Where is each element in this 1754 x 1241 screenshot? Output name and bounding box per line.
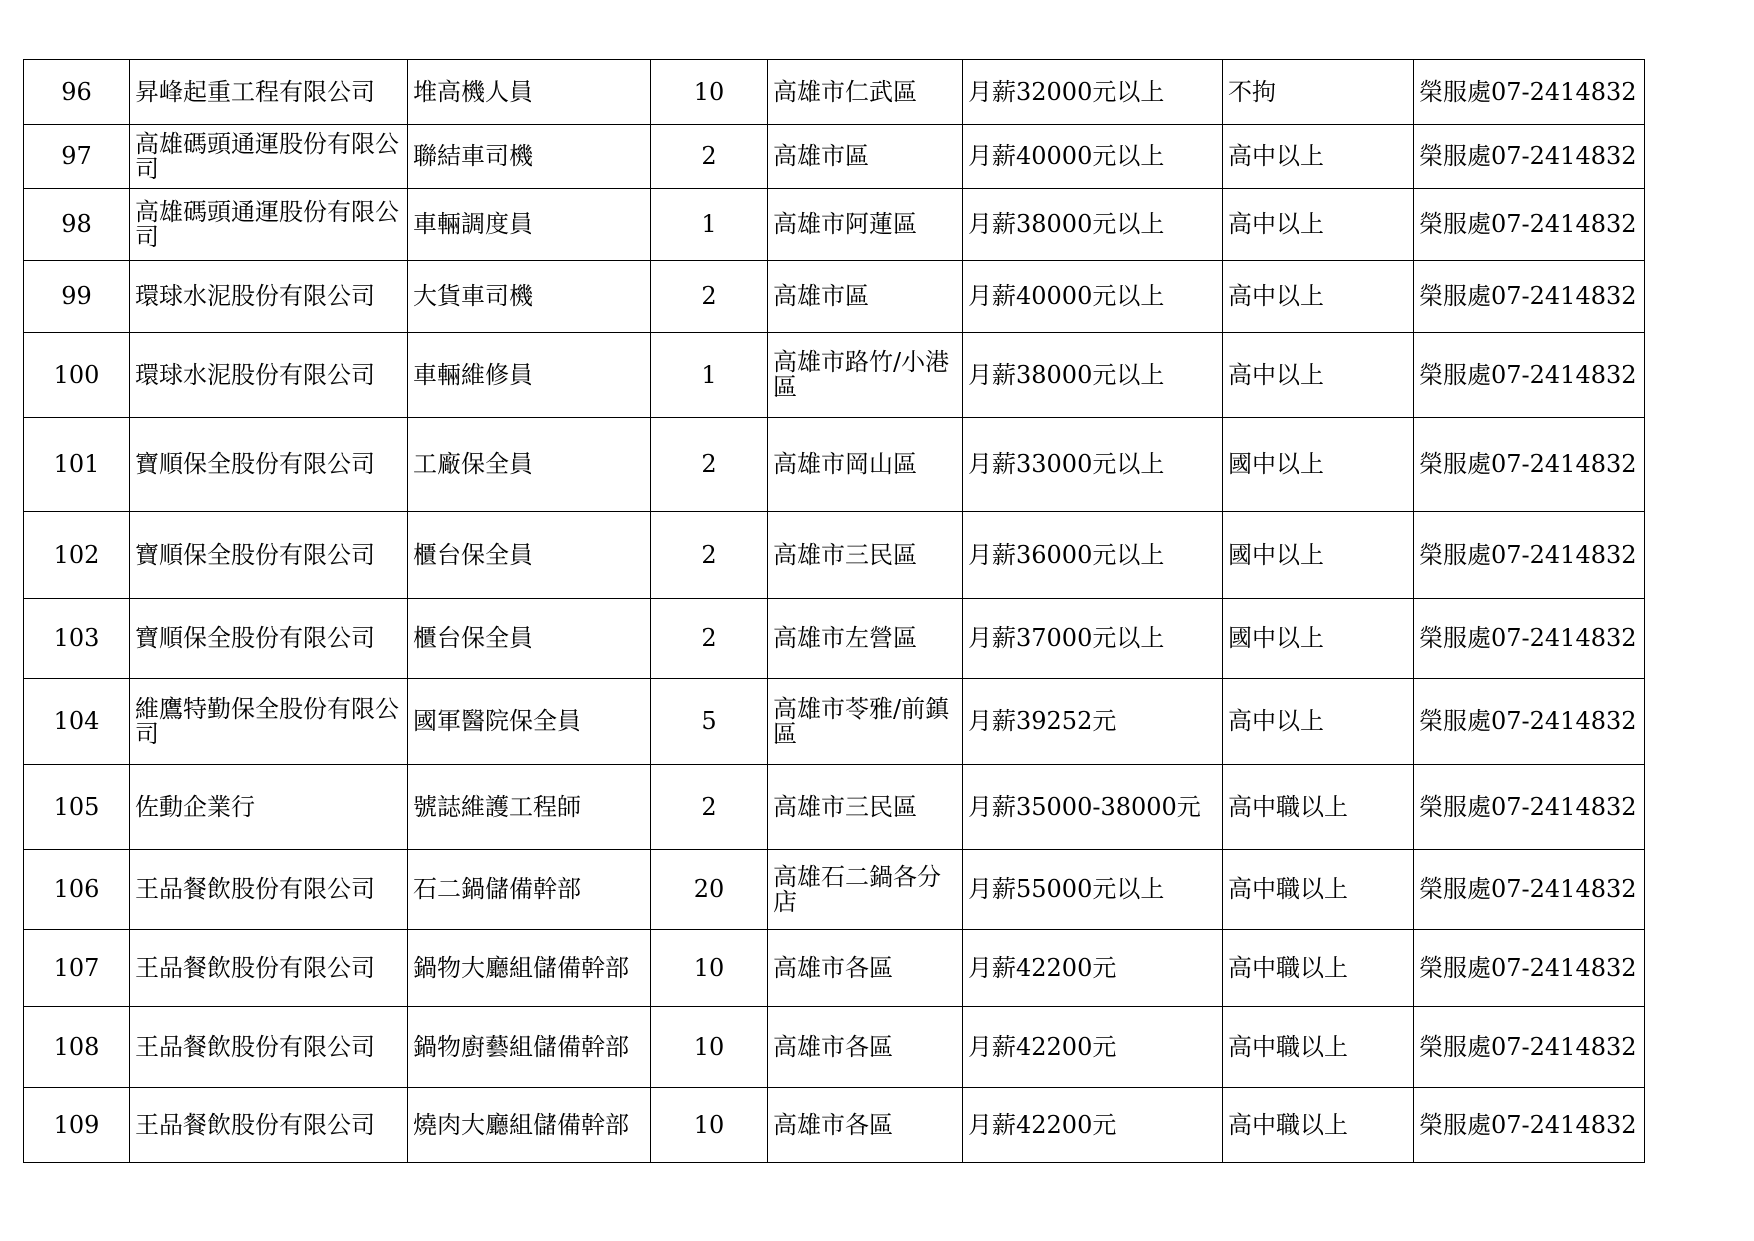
work-area-cell: 高雄市仁武區 — [768, 60, 963, 125]
salary-cell: 月薪55000元以上 — [963, 850, 1223, 930]
openings-count-cell: 1 — [651, 333, 768, 418]
work-area-cell: 高雄石二鍋各分店 — [768, 850, 963, 930]
table-row — [24, 679, 1645, 765]
salary-cell: 月薪37000元以上 — [963, 599, 1223, 679]
table-row — [24, 765, 1645, 850]
table-row — [24, 333, 1645, 418]
openings-count-cell: 20 — [651, 850, 768, 930]
work-area-cell: 高雄市三民區 — [768, 765, 963, 850]
table-row — [24, 512, 1645, 599]
work-area-cell: 高雄市岡山區 — [768, 418, 963, 512]
row-number-cell: 100 — [24, 333, 130, 418]
company-cell: 維鷹特勤保全股份有限公司 — [130, 679, 408, 765]
openings-count-cell: 2 — [651, 512, 768, 599]
table-row — [24, 1088, 1645, 1163]
row-number-cell: 106 — [24, 850, 130, 930]
salary-cell: 月薪42200元 — [963, 1088, 1223, 1163]
contact-cell: 榮服處07-2414832 — [1414, 765, 1645, 850]
job-title-cell: 燒肉大廳組儲備幹部 — [408, 1088, 651, 1163]
education-cell: 高中以上 — [1223, 333, 1414, 418]
row-number-cell: 109 — [24, 1088, 130, 1163]
table-row — [24, 1007, 1645, 1088]
company-cell: 王品餐飲股份有限公司 — [130, 930, 408, 1007]
salary-cell: 月薪36000元以上 — [963, 512, 1223, 599]
education-cell: 高中職以上 — [1223, 1007, 1414, 1088]
openings-count-cell: 10 — [651, 1088, 768, 1163]
row-number-cell: 105 — [24, 765, 130, 850]
education-cell: 國中以上 — [1223, 599, 1414, 679]
work-area-cell: 高雄市路竹/小港區 — [768, 333, 963, 418]
work-area-cell: 高雄市左營區 — [768, 599, 963, 679]
work-area-cell: 高雄市各區 — [768, 930, 963, 1007]
row-number-cell: 103 — [24, 599, 130, 679]
row-number-cell: 96 — [24, 60, 130, 125]
table-row — [24, 189, 1645, 261]
contact-cell: 榮服處07-2414832 — [1414, 261, 1645, 333]
openings-count-cell: 2 — [651, 765, 768, 850]
contact-cell: 榮服處07-2414832 — [1414, 125, 1645, 189]
work-area-cell: 高雄市苓雅/前鎮區 — [768, 679, 963, 765]
table-row — [24, 418, 1645, 512]
company-cell: 寶順保全股份有限公司 — [130, 512, 408, 599]
company-cell: 高雄碼頭通運股份有限公司 — [130, 125, 408, 189]
contact-cell: 榮服處07-2414832 — [1414, 1007, 1645, 1088]
contact-cell: 榮服處07-2414832 — [1414, 512, 1645, 599]
job-title-cell: 櫃台保全員 — [408, 512, 651, 599]
work-area-cell: 高雄市區 — [768, 261, 963, 333]
job-title-cell: 鍋物大廳組儲備幹部 — [408, 930, 651, 1007]
company-cell: 寶順保全股份有限公司 — [130, 599, 408, 679]
row-number-cell: 104 — [24, 679, 130, 765]
company-cell: 環球水泥股份有限公司 — [130, 261, 408, 333]
row-number-cell: 108 — [24, 1007, 130, 1088]
table-row — [24, 261, 1645, 333]
contact-cell: 榮服處07-2414832 — [1414, 679, 1645, 765]
row-number-cell: 98 — [24, 189, 130, 261]
education-cell: 國中以上 — [1223, 418, 1414, 512]
salary-cell: 月薪42200元 — [963, 1007, 1223, 1088]
row-number-cell: 101 — [24, 418, 130, 512]
row-number-cell: 107 — [24, 930, 130, 1007]
row-number-cell: 99 — [24, 261, 130, 333]
salary-cell: 月薪42200元 — [963, 930, 1223, 1007]
table-row — [24, 599, 1645, 679]
row-number-cell: 102 — [24, 512, 130, 599]
table-row — [24, 60, 1645, 125]
contact-cell: 榮服處07-2414832 — [1414, 189, 1645, 261]
work-area-cell: 高雄市阿蓮區 — [768, 189, 963, 261]
job-title-cell: 工廠保全員 — [408, 418, 651, 512]
work-area-cell: 高雄市各區 — [768, 1007, 963, 1088]
contact-cell: 榮服處07-2414832 — [1414, 60, 1645, 125]
contact-cell: 榮服處07-2414832 — [1414, 333, 1645, 418]
company-cell: 高雄碼頭通運股份有限公司 — [130, 189, 408, 261]
company-cell: 王品餐飲股份有限公司 — [130, 1007, 408, 1088]
company-cell: 佐動企業行 — [130, 765, 408, 850]
contact-cell: 榮服處07-2414832 — [1414, 599, 1645, 679]
salary-cell: 月薪33000元以上 — [963, 418, 1223, 512]
contact-cell: 榮服處07-2414832 — [1414, 418, 1645, 512]
education-cell: 高中以上 — [1223, 679, 1414, 765]
job-listing-table — [23, 59, 1645, 1163]
contact-cell: 榮服處07-2414832 — [1414, 1088, 1645, 1163]
openings-count-cell: 1 — [651, 189, 768, 261]
job-title-cell: 櫃台保全員 — [408, 599, 651, 679]
openings-count-cell: 5 — [651, 679, 768, 765]
education-cell: 高中職以上 — [1223, 1088, 1414, 1163]
job-title-cell: 國軍醫院保全員 — [408, 679, 651, 765]
job-title-cell: 車輛維修員 — [408, 333, 651, 418]
openings-count-cell: 2 — [651, 599, 768, 679]
job-title-cell: 石二鍋儲備幹部 — [408, 850, 651, 930]
openings-count-cell: 10 — [651, 1007, 768, 1088]
education-cell: 高中職以上 — [1223, 850, 1414, 930]
education-cell: 高中職以上 — [1223, 930, 1414, 1007]
education-cell: 高中以上 — [1223, 261, 1414, 333]
openings-count-cell: 2 — [651, 418, 768, 512]
table-row — [24, 930, 1645, 1007]
openings-count-cell: 10 — [651, 930, 768, 1007]
salary-cell: 月薪38000元以上 — [963, 189, 1223, 261]
salary-cell: 月薪40000元以上 — [963, 261, 1223, 333]
company-cell: 環球水泥股份有限公司 — [130, 333, 408, 418]
work-area-cell: 高雄市區 — [768, 125, 963, 189]
education-cell: 不拘 — [1223, 60, 1414, 125]
salary-cell: 月薪32000元以上 — [963, 60, 1223, 125]
salary-cell: 月薪39252元 — [963, 679, 1223, 765]
openings-count-cell: 2 — [651, 125, 768, 189]
work-area-cell: 高雄市三民區 — [768, 512, 963, 599]
job-title-cell: 鍋物廚藝組儲備幹部 — [408, 1007, 651, 1088]
salary-cell: 月薪35000-38000元 — [963, 765, 1223, 850]
company-cell: 昇峰起重工程有限公司 — [130, 60, 408, 125]
table-row — [24, 125, 1645, 189]
company-cell: 寶順保全股份有限公司 — [130, 418, 408, 512]
job-title-cell: 聯結車司機 — [408, 125, 651, 189]
job-title-cell: 號誌維護工程師 — [408, 765, 651, 850]
contact-cell: 榮服處07-2414832 — [1414, 930, 1645, 1007]
education-cell: 高中以上 — [1223, 125, 1414, 189]
row-number-cell: 97 — [24, 125, 130, 189]
job-title-cell: 大貨車司機 — [408, 261, 651, 333]
job-title-cell: 車輛調度員 — [408, 189, 651, 261]
education-cell: 高中職以上 — [1223, 765, 1414, 850]
job-rows — [24, 60, 1645, 1163]
salary-cell: 月薪38000元以上 — [963, 333, 1223, 418]
openings-count-cell: 10 — [651, 60, 768, 125]
job-title-cell: 堆高機人員 — [408, 60, 651, 125]
education-cell: 高中以上 — [1223, 189, 1414, 261]
company-cell: 王品餐飲股份有限公司 — [130, 850, 408, 930]
salary-cell: 月薪40000元以上 — [963, 125, 1223, 189]
work-area-cell: 高雄市各區 — [768, 1088, 963, 1163]
table-row — [24, 850, 1645, 930]
openings-count-cell: 2 — [651, 261, 768, 333]
contact-cell: 榮服處07-2414832 — [1414, 850, 1645, 930]
company-cell: 王品餐飲股份有限公司 — [130, 1088, 408, 1163]
education-cell: 國中以上 — [1223, 512, 1414, 599]
